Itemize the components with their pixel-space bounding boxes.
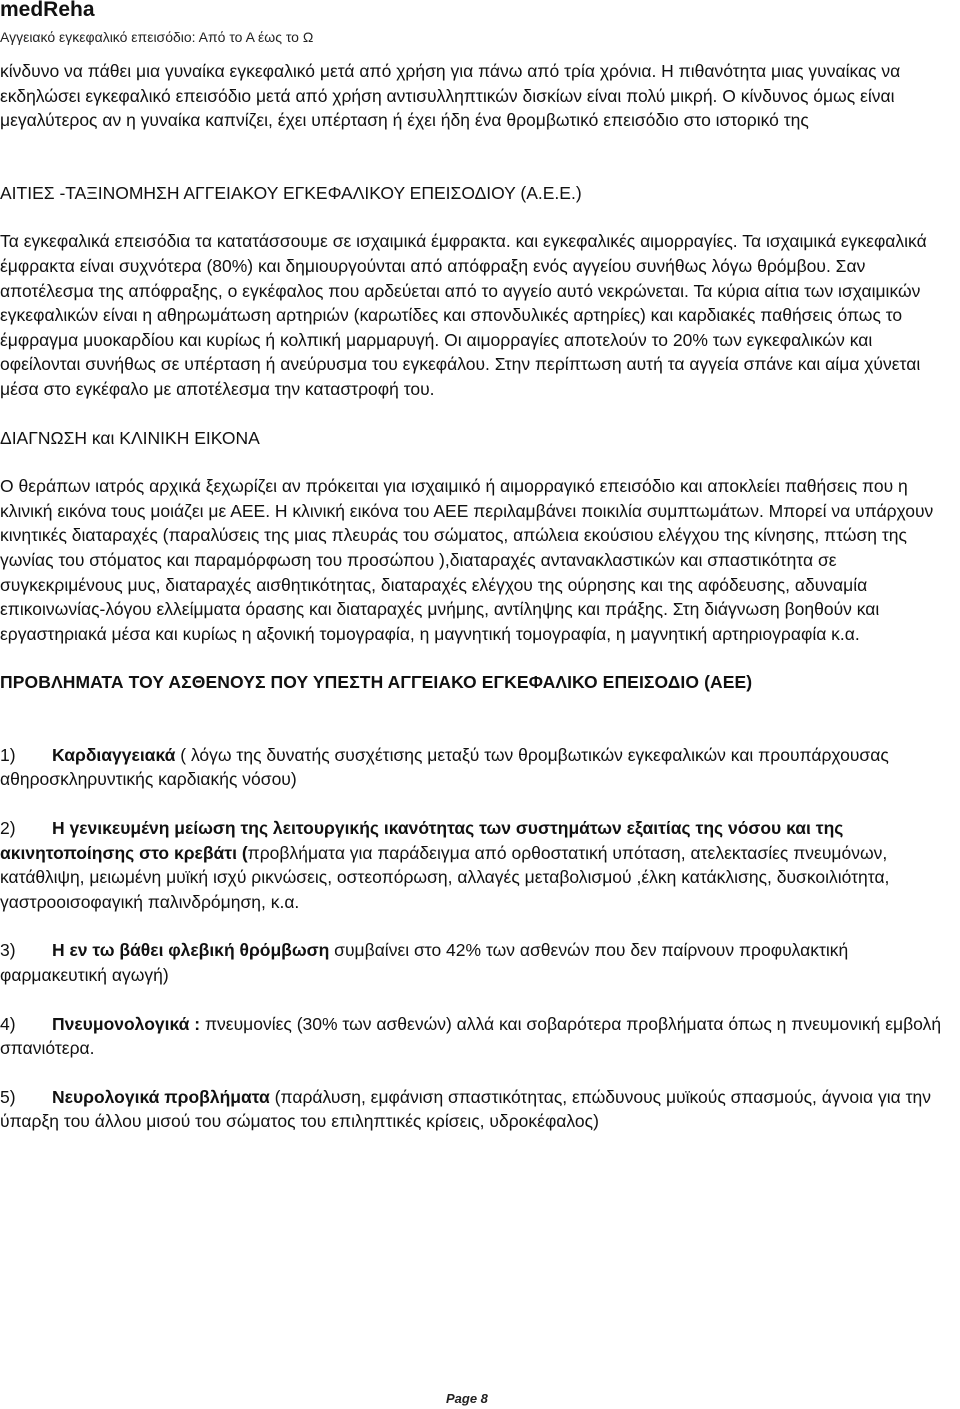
- diagnosis-paragraph: Ο θεράπων ιατρός αρχικά ξεχωρίζει αν πρόκειται για ισχαιμικό ή αιμορραγικό επεισόδιο και αποκλείει παθήσεις που η κλινική εικόνα τους μοιάζει με ΑΕΕ. Η κλινική εικόνα του ΑΕΕ περιλαμβάνει ποικιλία συμπτωμάτων. Μπορεί να υπάρχουν κινητικές διαταραχές (παραλύσεις της μιας πλευράς του σώματος, απώλεια εκούσιου ελέγχου της κίνησης, πτώση της γωνίας του στόματος και παραμόρφωση του προσώπου ),διαταραχές αντανακλαστικών και σπαστικότητα σε συγκεκριμένους μυς, διαταραχές αισθητικότητας, διαταραχές ελέγχου της ούρησης και της αφόδευσης, αδυναμία επικοινωνίας-λόγου ελλείμματα όρασης και διαταραχές μνήμης, αντίληψης και πράξης. Στη διάγνωση βοηθούν και εργαστηριακά μέσα και κυρίως η αξονική τομογραφία, η μαγνητική τομογραφία, η μαγνητική αρτηριογραφία κ.α.: [0, 476, 934, 644]
- list-item-title: Νευρολογικά προβλήματα: [52, 1086, 270, 1107]
- list-item-number: 4): [0, 1013, 16, 1034]
- list-item: [0, 743, 955, 792]
- list-item-number: 5): [0, 1086, 16, 1107]
- list-item-number: 2): [0, 818, 16, 839]
- list-item-text: (παράλυση, εμφάνιση σπαστικότητας, επώδυνους μυϊκούς σπασμούς, άγνοια για την ύπαρξη του άλλου μισού του σώματος του επιληπτικές κρίσεις, υδροκέφαλος): [0, 1086, 931, 1132]
- site-subtitle: Αγγειακό εγκεφαλικό επεισόδιο: Από το Α έως το Ω: [0, 29, 314, 45]
- list-item-number: 1): [0, 744, 16, 765]
- section-heading-causes: ΑΙΤΙΕΣ -ΤΑΞΙΝΟΜΗΣΗ ΑΓΓΕΙΑΚΟΥ ΕΓΚΕΦΑΛΙΚΟΥ ΕΠΕΙΣΟΔΙΟΥ (Α.Ε.Ε.): [0, 182, 582, 203]
- list-item-title: Η γενικευμένη μείωση της λειτουργικής ικανότητας των συστημάτων εξαιτίας της νόσου και της ακινητοποίησης στο κρεβάτι (: [0, 818, 844, 863]
- list-item: [0, 1012, 955, 1061]
- missing-glyph-icon: [0, 707, 955, 731]
- list-item-title: Πνευμονολογικά :: [52, 1013, 201, 1034]
- list-item-text: συμβαίνει στο 42% των ασθενών που δεν παίρνουν προφυλακτική φαρμακευτική αγωγή): [0, 940, 849, 986]
- list-item: [0, 1085, 955, 1134]
- list-item-text: πνευμονίες (30% των ασθενών) αλλά και σοβαρότερα προβλήματα όπως η πνευμονική εμβολή σπανιότερα.: [0, 1013, 942, 1059]
- section-heading-diagnosis: ΔΙΑΓΝΩΣΗ και ΚΛΙΝΙΚΗ ΕΙΚΟΝΑ: [0, 427, 260, 448]
- missing-glyph-icon: [0, 145, 955, 169]
- causes-paragraph: Τα εγκεφαλικά επεισόδια τα κατατάσσουμε σε ισχαιμικά έμφρακτα. και εγκεφαλικές αιμορραγίες. Τα ισχαιμικά εγκεφαλικά έμφρακτα είναι συχνότερα (80%) και δημιουργούνται από απόφραξη ενός αγγείου συνήθως λόγω θρόμβου. Σαν αποτέλεσμα της απόφραξης, ο εγκέφαλος που αρδεύεται από το αγγείο αυτό νεκρώνεται. Τα κύρια αίτια των ισχαιμικών εγκεφαλικών είναι η αθηρωμάτωση αρτηριών (καρωτίδες και σπονδυλικές αρτηρίες) και καρδιακές παθήσεις όπως το έμφραγμα μυοκαρδίου και κυρίως ή κολπική μαρμαρυγή. Οι αιμορραγίες αποτελούν το 20% των εγκεφαλικών και οφείλονται συνήθως σε υπέρταση ή ανεύρυσμα του εγκεφάλου. Στην περίπτωση αυτή τα αγγεία σπάνε και αίμα χύνεται μέσα στο εγκέφαλο με αποτέλεσμα την καταστροφή του.: [0, 231, 927, 399]
- site-title: medReha: [0, 0, 95, 21]
- page-number: Page 8: [446, 1391, 488, 1406]
- section-heading-problems: ΠΡΟΒΛΗΜΑΤΑ ΤΟΥ ΑΣΘΕΝΟΥΣ ΠΟΥ ΥΠΕΣΤΗ ΑΓΓΕΙΑΚΟ ΕΓΚΕΦΑΛΙΚΟ ΕΠΕΙΣΟΔΙΟ (ΑΕΕ): [0, 672, 753, 693]
- list-item-text: ( λόγω της δυνατής συσχέτισης μεταξύ των θρομβωτικών εγκεφαλικών και προυπάρχουσας αθηροσκληρυντικής καρδιακής νόσου): [0, 744, 889, 790]
- intro-paragraph: κίνδυνο να πάθει μια γυναίκα εγκεφαλικό μετά από χρήση για πάνω από τρία χρόνια. Η πιθανότητα μιας γυναίκας να εκδηλώσει εγκεφαλικό επεισόδιο μετά από χρήση αντισυλληπτικών δισκίων είναι πολύ μικρή. Ο κίνδυνος όμως είναι μεγαλύτερος αν η γυναίκα καπνίζει, έχει υπέρταση ή έχει ήδη ένα θρομβωτικό επεισόδιο στο ιστορικό της: [0, 61, 901, 131]
- list-item-number: 3): [0, 940, 16, 961]
- list-item-title: Καρδιαγγειακά: [52, 744, 176, 765]
- list-item: [0, 816, 955, 914]
- list-item-title: Η εν τω βάθει φλεβική θρόμβωση: [52, 940, 330, 961]
- list-item: [0, 938, 955, 987]
- document-body: [0, 59, 955, 1134]
- list-item-text: προβλήματα για παράδειγμα από ορθοστατική υπόταση, ατελεκτασίες πνευμόνων, κατάθλιψη, μειωμένη μυϊκή ισχύ ρικνώσεις, οστεοπόρωση, αλλαγές μεταβολισμού ,έλκη κατάκλισης, δυσκοιλιότητα, γαστροοισοφαγική παλινδρόμηση, κ.α.: [0, 842, 890, 912]
